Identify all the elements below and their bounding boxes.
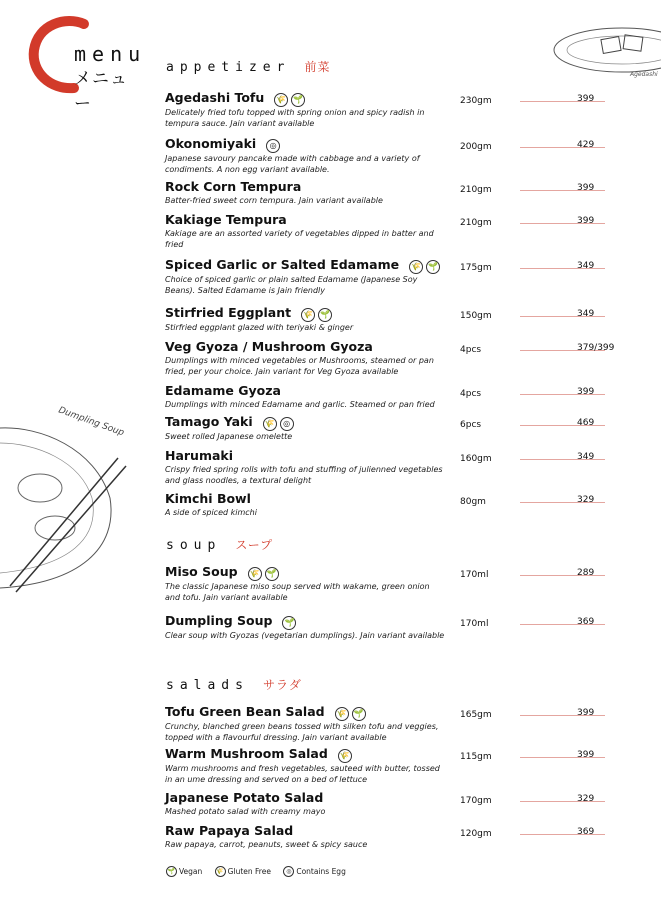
menu-item-name: Warm Mushroom Salad — [165, 746, 328, 761]
vegan-icon: 🌱 — [167, 868, 176, 875]
menu-item-price: 399 — [577, 708, 595, 718]
egg-icon: ◎ — [283, 866, 294, 877]
svg-text:Agedashi: Agedashi — [630, 71, 658, 78]
menu-item — [165, 743, 635, 785]
menu-item-quantity: 170ml — [460, 570, 489, 580]
menu-item-name: Japanese Potato Salad — [165, 790, 324, 805]
section-title-soup: soup スープ — [166, 538, 274, 553]
menu-item-description: Clear soup with Gyozas (vegetarian dumplings). Jain variant available — [165, 631, 445, 640]
menu-item-quantity: 210gm — [460, 185, 492, 195]
menu-item-price: 369 — [577, 617, 595, 627]
menu-item-description: Stirfried eggplant glazed with teriyaki & ginger — [165, 323, 354, 332]
dietary-icons — [248, 561, 282, 581]
legend — [166, 866, 356, 877]
menu-item-quantity: 170gm — [460, 796, 492, 806]
brand-logo — [26, 14, 147, 114]
dumpling-bowl-sketch — [0, 398, 130, 598]
menu-item-name: Miso Soup — [165, 564, 238, 579]
menu-item — [165, 176, 635, 206]
menu-item-name: Dumpling Soup — [165, 613, 273, 628]
menu-item-price: 399 — [577, 94, 595, 104]
menu-item-name: Tofu Green Bean Salad — [165, 704, 325, 719]
egg-icon: ◎ — [280, 417, 294, 431]
dietary-icons — [338, 743, 355, 763]
menu-item-description: Delicately fried tofu topped with spring onion and spicy radish in tempura sauce. Jain variant available — [165, 108, 425, 128]
svg-text:Dumpling Soup: Dumpling Soup — [56, 405, 126, 439]
menu-item-price: 399 — [577, 216, 595, 226]
menu-item — [165, 336, 635, 377]
menu-item — [165, 209, 635, 250]
vegan-icon: 🌱 — [265, 567, 279, 581]
menu-item-price: 329 — [577, 495, 595, 505]
menu-item-quantity: 80gm — [460, 497, 486, 507]
menu-item-price: 379/399 — [577, 343, 615, 353]
section-title-salads: salads サラダ — [166, 678, 302, 693]
gluten-free-icon: 🌾 — [338, 749, 352, 763]
menu-item-description: Raw papaya, carrot, peanuts, sweet & spicy sauce — [165, 840, 368, 849]
menu-item-description: Sweet rolled Japanese omelette — [165, 432, 293, 441]
legend-gluten-free: Gluten Free — [227, 866, 271, 876]
gluten-free-icon: 🌾 — [263, 417, 277, 431]
menu-item-quantity: 120gm — [460, 829, 492, 839]
menu-item-quantity: 4pcs — [460, 389, 482, 399]
dietary-icons — [274, 87, 308, 107]
menu-item-price: 399 — [577, 387, 595, 397]
menu-item-price: 369 — [577, 827, 595, 837]
menu-item-quantity: 165gm — [460, 710, 492, 720]
menu-item-quantity: 160gm — [460, 454, 492, 464]
menu-item — [165, 787, 635, 817]
menu-item-description: The classic Japanese miso soup served with wakame, green onion and tofu. Jain variant available — [165, 582, 430, 602]
menu-item-price: 429 — [577, 140, 595, 150]
gluten-free-icon: 🌾 — [335, 707, 349, 721]
gluten-free-icon: 🌾 — [216, 868, 224, 875]
menu-item-name: Spiced Garlic or Salted Edamame — [165, 257, 400, 272]
menu-item-price: 349 — [577, 261, 595, 271]
menu-item-name: Harumaki — [165, 448, 234, 463]
section-title-appetizer: appetizer 前菜 — [166, 60, 331, 75]
vegan-icon: 🌱 — [291, 93, 305, 107]
menu-title-jp: メニュー — [74, 69, 128, 114]
legend-vegan: Vegan — [179, 866, 203, 876]
menu-item-description: Warm mushrooms and fresh vegetables, sauteed with butter, tossed in an ume dressing and served on a bed of lettuce — [165, 764, 440, 784]
dietary-icons — [266, 133, 283, 153]
menu-item-description: Dumplings with minced Edamame and garlic. Steamed or pan fried — [165, 400, 435, 409]
menu-item — [165, 610, 635, 641]
menu-item-quantity: 170ml — [460, 619, 489, 629]
menu-item-name: Edamame Gyoza — [165, 383, 281, 398]
vegan-icon: 🌱 — [352, 707, 366, 721]
legend-egg: Contains Egg — [296, 866, 346, 876]
menu-item-name: Tamago Yaki — [165, 414, 253, 429]
menu-item-description: Crunchy, blanched green beans tossed with silken tofu and veggies, topped with a flavourful dressing. Jain variant available — [165, 722, 439, 742]
menu-item-description: Mashed potato salad with creamy mayo — [165, 807, 326, 816]
gluten-free-icon: 🌾 — [409, 260, 423, 274]
menu-item — [165, 302, 635, 333]
dietary-icons — [335, 701, 369, 721]
menu-item-description: Kakiage are an assorted variety of vegetables dipped in batter and fried — [165, 229, 434, 249]
menu-item — [165, 820, 635, 850]
menu-item — [165, 445, 635, 486]
menu-item-quantity: 115gm — [460, 752, 492, 762]
menu-item-description: Choice of spiced garlic or plain salted Edamame (Japanese Soy Beans). Salted Edamame is Jain friendly — [165, 275, 418, 295]
menu-item-price: 349 — [577, 309, 595, 319]
menu-item-price: 469 — [577, 418, 595, 428]
vegan-icon: 🌱 — [426, 260, 440, 274]
dietary-icons — [263, 411, 297, 431]
menu-item-name: Okonomiyaki — [165, 136, 257, 151]
menu-item-name: Rock Corn Tempura — [165, 179, 302, 194]
menu-item-description: A side of spiced kimchi — [165, 508, 257, 517]
menu-item — [165, 87, 635, 129]
menu-item-description: Crispy fried spring rolls with tofu and stuffing of julienned vegetables and glass noodles, a textural delight — [165, 465, 443, 485]
menu-item-name: Kimchi Bowl — [165, 491, 251, 506]
menu-item-quantity: 6pcs — [460, 420, 482, 430]
menu-title: menu — [74, 42, 147, 66]
menu-item-price: 399 — [577, 750, 595, 760]
dietary-icons — [409, 254, 443, 274]
vegan-icon: 🌱 — [318, 308, 332, 322]
menu-item-name: Raw Papaya Salad — [165, 823, 294, 838]
menu-item-quantity: 175gm — [460, 263, 492, 273]
menu-item-price: 399 — [577, 183, 595, 193]
menu-item-name: Stirfried Eggplant — [165, 305, 292, 320]
egg-icon: ◎ — [266, 139, 280, 153]
menu-item-quantity: 150gm — [460, 311, 492, 321]
menu-item-price: 289 — [577, 568, 595, 578]
menu-item-name: Veg Gyoza / Mushroom Gyoza — [165, 339, 373, 354]
plate-sketch — [552, 18, 661, 83]
menu-item — [165, 411, 635, 442]
menu-item-name: Kakiage Tempura — [165, 212, 287, 227]
menu-item-name: Agedashi Tofu — [165, 90, 265, 105]
menu-item — [165, 561, 635, 603]
menu-item-description: Dumplings with minced vegetables or Mushrooms, steamed or pan fried, per your choice. Jain variant for Veg Gyoza available — [165, 356, 434, 376]
menu-item-description: Japanese savoury pancake made with cabbage and a variety of condiments. A non egg variant available. — [165, 154, 420, 174]
menu-item-price: 349 — [577, 452, 595, 462]
dietary-icons — [282, 610, 299, 630]
vegan-icon: 🌱 — [282, 616, 296, 630]
menu-item-price: 329 — [577, 794, 595, 804]
menu-item-quantity: 210gm — [460, 218, 492, 228]
gluten-free-icon: 🌾 — [274, 93, 288, 107]
gluten-free-icon: 🌾 — [248, 567, 262, 581]
menu-item-quantity: 200gm — [460, 142, 492, 152]
menu-item — [165, 488, 635, 518]
menu-item — [165, 380, 635, 410]
menu-item-quantity: 230gm — [460, 96, 492, 106]
menu-item-quantity: 4pcs — [460, 345, 482, 355]
dietary-icons — [301, 302, 335, 322]
menu-item — [165, 254, 635, 296]
menu-item-description: Batter-fried sweet corn tempura. Jain variant available — [165, 196, 383, 205]
menu-item — [165, 133, 635, 175]
menu-item — [165, 701, 635, 743]
gluten-free-icon: 🌾 — [301, 308, 315, 322]
